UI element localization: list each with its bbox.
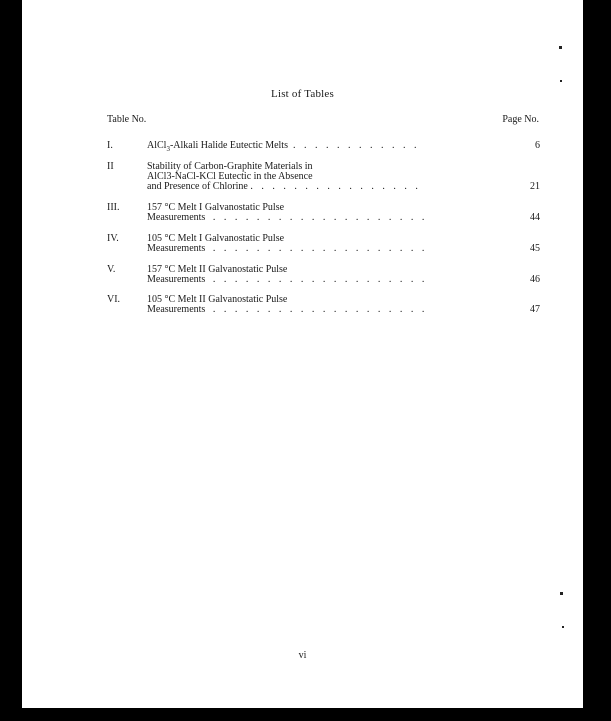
scan-speck (560, 592, 563, 595)
page-title: List of Tables (271, 88, 334, 100)
leader-dots: . . . . . . . . . . . . (292, 140, 420, 151)
table-title: Stability of Carbon-Graphite Materials in AlCl3-NaCl-KCl Eutectic in the Absence and Presence of Chlorine . . . . . . . . . . . . . . . . (147, 161, 421, 192)
table-title: AlCl$_3$-Alkali Halide Eutectic Melts . . . . . . . . . . . . (147, 140, 420, 153)
scan-speck (562, 626, 564, 628)
leader-dots: . . . . . . . . . . . . . . . . . . . . (212, 304, 428, 315)
page-footer-number: vi (298, 650, 307, 661)
page-number: 44 (530, 212, 540, 223)
scan-speck (560, 80, 562, 82)
table-number: IV. (107, 233, 119, 244)
table-number: VI. (107, 294, 121, 305)
page-number: 46 (530, 274, 540, 285)
column-header-table-no: Table No. (107, 114, 147, 125)
leader-dots: . . . . . . . . . . . . . . . . . . . . (212, 243, 428, 254)
table-number: I. (107, 140, 113, 151)
table-title: 157 °C Melt II Galvanostatic Pulse Measurements . . . . . . . . . . . . . . . . . . . . (147, 264, 428, 285)
table-number: II (107, 161, 114, 172)
page-number: 6 (535, 140, 540, 151)
page-number: 47 (530, 304, 540, 315)
leader-dots: . . . . . . . . . . . . . . . . . . . . (212, 212, 428, 223)
table-title: 105 °C Melt I Galvanostatic Pulse Measurements . . . . . . . . . . . . . . . . . . . . (147, 233, 428, 254)
table-number: III. (107, 202, 120, 213)
table-title: 105 °C Melt II Galvanostatic Pulse Measurements . . . . . . . . . . . . . . . . . . . . (147, 294, 428, 315)
page-number: 21 (530, 181, 540, 192)
scan-speck (559, 46, 562, 49)
leader-dots: . . . . . . . . . . . . . . . . (250, 181, 421, 192)
page-number: 45 (530, 243, 540, 254)
leader-dots: . . . . . . . . . . . . . . . . . . . . (212, 274, 428, 285)
document-page (22, 0, 583, 708)
column-header-page-no: Page No. (502, 114, 539, 125)
table-number: V. (107, 264, 116, 275)
table-title: 157 °C Melt I Galvanostatic Pulse Measurements . . . . . . . . . . . . . . . . . . . . (147, 202, 428, 223)
